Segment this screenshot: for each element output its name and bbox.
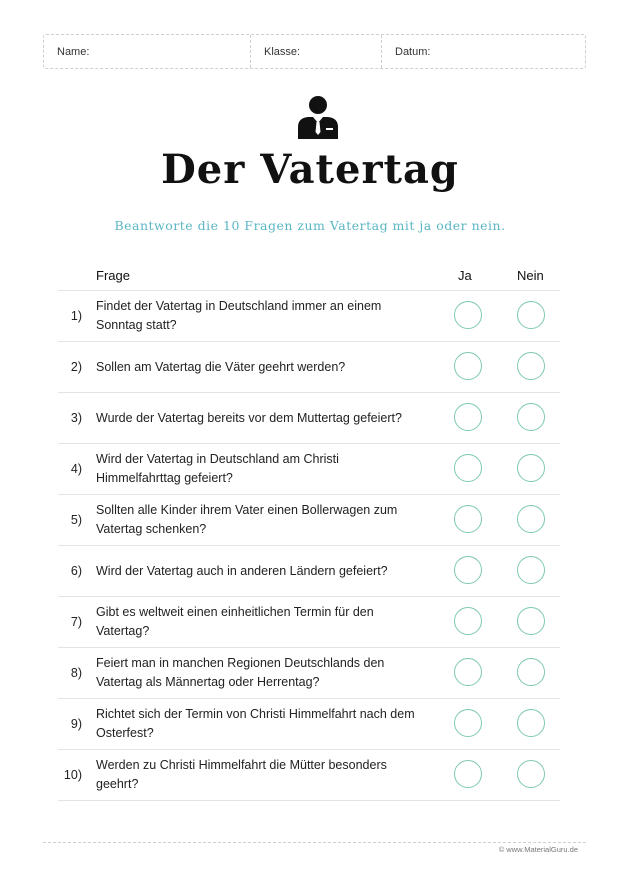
table-row (58, 393, 560, 444)
question-number: 1) (70, 309, 82, 323)
answer-no-circle[interactable] (517, 658, 545, 686)
answer-no-circle[interactable] (517, 403, 545, 431)
answer-no-circle[interactable] (517, 760, 545, 788)
footer-divider (43, 842, 586, 843)
question-number: 4) (70, 462, 82, 476)
question-text-label: Werden zu Christi Himmelfahrt die Mütter besonders geehrt? (96, 758, 387, 791)
question-number: 8) (70, 666, 82, 680)
answer-no-circle[interactable] (517, 556, 545, 584)
question-number: 3) (70, 411, 82, 425)
table-row (58, 546, 560, 597)
answer-yes-circle[interactable] (454, 403, 482, 431)
question-text (96, 393, 416, 443)
answer-yes-circle[interactable] (454, 760, 482, 788)
column-header-question: Frage (96, 268, 130, 283)
question-text (96, 342, 416, 392)
answer-yes-circle[interactable] (454, 454, 482, 482)
question-text (96, 648, 416, 698)
student-info-box (43, 34, 586, 69)
table-row (58, 444, 560, 495)
question-text-label: Wurde der Vatertag bereits vor dem Muttertag gefeiert? (96, 410, 402, 425)
answer-yes-circle[interactable] (454, 301, 482, 329)
question-text (96, 750, 416, 800)
question-text-label: Wird der Vatertag in Deutschland am Christi Himmelfahrttag gefeiert? (96, 452, 339, 485)
page-title: Der Vatertag (161, 146, 459, 193)
question-text-label: Richtet sich der Termin von Christi Himmelfahrt nach dem Osterfest? (96, 707, 415, 740)
table-row (58, 597, 560, 648)
question-text (96, 546, 416, 596)
column-header-yes: Ja (458, 268, 472, 283)
question-text-label: Sollen am Vatertag die Väter geehrt werden? (96, 359, 346, 374)
page-subtitle: Beantworte die 10 Fragen zum Vatertag mit ja oder nein. (114, 218, 506, 233)
answer-yes-circle[interactable] (454, 505, 482, 533)
question-number: 6) (70, 564, 82, 578)
answer-no-circle[interactable] (517, 454, 545, 482)
answer-no-circle[interactable] (517, 301, 545, 329)
answer-no-circle[interactable] (517, 607, 545, 635)
question-table (58, 291, 560, 801)
question-text-label: Findet der Vatertag in Deutschland immer an einem Sonntag statt? (96, 299, 382, 332)
answer-no-circle[interactable] (517, 505, 545, 533)
table-row (58, 750, 560, 801)
question-text (96, 597, 416, 647)
businessman-icon (296, 95, 340, 139)
question-number: 9) (70, 717, 82, 731)
table-row (58, 699, 560, 750)
question-number: 2) (70, 360, 82, 374)
question-number: 10) (63, 768, 82, 782)
question-number: 5) (70, 513, 82, 527)
answer-yes-circle[interactable] (454, 709, 482, 737)
table-row (58, 495, 560, 546)
class-label: Klasse: (264, 46, 301, 58)
table-row (58, 648, 560, 699)
question-text-label: Feiert man in manchen Regionen Deutschlands den Vatertag als Männertag oder Herrentag? (96, 656, 385, 689)
question-text-label: Gibt es weltweit einen einheitlichen Termin für den Vatertag? (96, 605, 374, 638)
name-field[interactable] (44, 35, 250, 68)
date-label: Datum: (395, 46, 431, 58)
answer-yes-circle[interactable] (454, 658, 482, 686)
question-number: 7) (70, 615, 82, 629)
date-field[interactable] (381, 35, 585, 68)
table-row (58, 342, 560, 393)
answer-no-circle[interactable] (517, 709, 545, 737)
column-header-no: Nein (517, 268, 544, 283)
question-text (96, 495, 416, 545)
question-text (96, 444, 416, 494)
question-text (96, 291, 416, 341)
answer-yes-circle[interactable] (454, 607, 482, 635)
name-label: Name: (57, 46, 90, 58)
answer-yes-circle[interactable] (454, 556, 482, 584)
question-text-label: Wird der Vatertag auch in anderen Ländern gefeiert? (96, 563, 388, 578)
answer-yes-circle[interactable] (454, 352, 482, 380)
table-row (58, 291, 560, 342)
class-field[interactable] (250, 35, 381, 68)
copyright-footer: © www.MaterialGuru.de (498, 845, 578, 854)
question-text (96, 699, 416, 749)
answer-no-circle[interactable] (517, 352, 545, 380)
question-text-label: Sollten alle Kinder ihrem Vater einen Bollerwagen zum Vatertag schenken? (96, 503, 398, 536)
